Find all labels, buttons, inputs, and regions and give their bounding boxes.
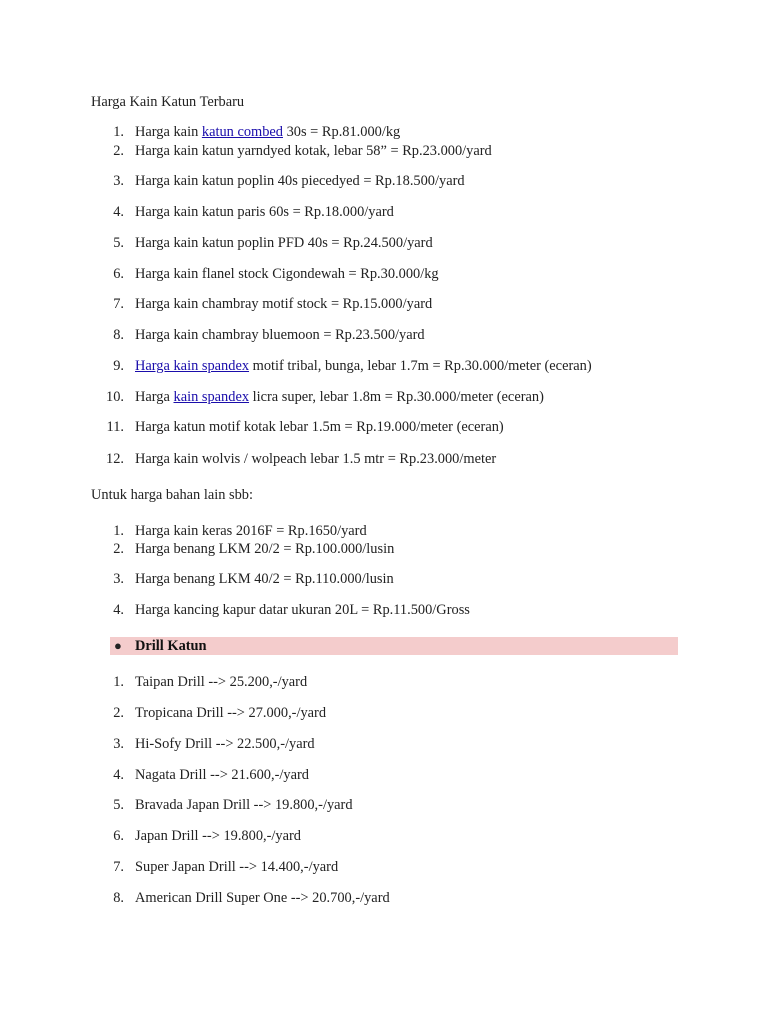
list-number: 1. bbox=[113, 674, 124, 690]
list-number: 11. bbox=[106, 419, 124, 435]
list-text: Hi-Sofy Drill --> 22.500,-/yard bbox=[135, 736, 315, 752]
list-text: Harga kain katun yarndyed kotak, lebar 58” = Rp.23.000/yard bbox=[135, 143, 492, 159]
list-text: Taipan Drill --> 25.200,-/yard bbox=[135, 674, 308, 690]
list-text: Harga kain katun paris 60s = Rp.18.000/yard bbox=[135, 204, 394, 220]
list-number: 2. bbox=[113, 143, 124, 159]
list-number: 8. bbox=[113, 327, 124, 343]
list-number: 6. bbox=[113, 266, 124, 282]
list-text: Harga kain katun poplin 40s piecedyed = Rp.18.500/yard bbox=[135, 173, 465, 189]
text-before-link: Harga bbox=[135, 389, 174, 405]
list-number: 2. bbox=[113, 705, 124, 721]
list-number: 2. bbox=[113, 541, 124, 557]
text-after-link: licra super, lebar 1.8m = Rp.30.000/meter (eceran) bbox=[249, 389, 544, 405]
list-number: 7. bbox=[113, 296, 124, 312]
kain-spandex-link[interactable]: kain spandex bbox=[173, 389, 250, 405]
list-number: 1. bbox=[113, 523, 124, 539]
list-text: Harga kain chambray motif stock = Rp.15.000/yard bbox=[135, 296, 433, 312]
drill-katun-highlight bbox=[110, 637, 678, 655]
list-number: 5. bbox=[113, 235, 124, 251]
text-after-link: motif tribal, bunga, lebar 1.7m = Rp.30.000/meter (eceran) bbox=[249, 358, 592, 374]
list-text bbox=[135, 357, 592, 375]
list-text: American Drill Super One --> 20.700,-/yard bbox=[135, 890, 390, 906]
heading-bahan-lain: Untuk harga bahan lain sbb: bbox=[91, 487, 253, 503]
list-number: 4. bbox=[113, 602, 124, 618]
text-before-link: Harga kain bbox=[135, 124, 202, 140]
list-number: 8. bbox=[113, 890, 124, 906]
list-text: Super Japan Drill --> 14.400,-/yard bbox=[135, 859, 339, 875]
list-number: 1. bbox=[113, 124, 124, 140]
list-number: 5. bbox=[113, 797, 124, 813]
list-number: 4. bbox=[113, 767, 124, 783]
list-text: Harga benang LKM 20/2 = Rp.100.000/lusin bbox=[135, 541, 395, 557]
list-number: 7. bbox=[113, 859, 124, 875]
list-text: Harga kancing kapur datar ukuran 20L = Rp.11.500/Gross bbox=[135, 602, 470, 618]
list-text bbox=[135, 123, 400, 141]
list-text: Harga kain chambray bluemoon = Rp.23.500/yard bbox=[135, 327, 425, 343]
list-text bbox=[135, 388, 544, 406]
list-text: Harga kain flanel stock Cigondewah = Rp.30.000/kg bbox=[135, 266, 439, 282]
drill-katun-label: Drill Katun bbox=[135, 638, 207, 654]
list-text: Nagata Drill --> 21.600,-/yard bbox=[135, 767, 309, 783]
list-text: Harga benang LKM 40/2 = Rp.110.000/lusin bbox=[135, 571, 394, 587]
katun-combed-link[interactable]: katun combed bbox=[201, 124, 283, 140]
harga-kain-spandex-link[interactable]: Harga kain spandex bbox=[135, 358, 250, 374]
bullet-icon: ● bbox=[114, 638, 122, 653]
list-number: 3. bbox=[113, 173, 124, 189]
list-text: Harga kain wolvis / wolpeach lebar 1.5 mtr = Rp.23.000/meter bbox=[135, 451, 497, 467]
list-text: Japan Drill --> 19.800,-/yard bbox=[135, 828, 301, 844]
list-text: Harga kain katun poplin PFD 40s = Rp.24.500/yard bbox=[135, 235, 433, 251]
list-text: Harga kain keras 2016F = Rp.1650/yard bbox=[135, 523, 367, 539]
list-text: Tropicana Drill --> 27.000,-/yard bbox=[135, 705, 327, 721]
heading-harga-kain-katun: Harga Kain Katun Terbaru bbox=[91, 94, 245, 110]
list-number: 4. bbox=[113, 204, 124, 220]
list-number: 9. bbox=[113, 358, 124, 374]
list-number: 6. bbox=[113, 828, 124, 844]
list-text: Harga katun motif kotak lebar 1.5m = Rp.19.000/meter (eceran) bbox=[135, 419, 504, 435]
list-number: 3. bbox=[113, 571, 124, 587]
list-number: 3. bbox=[113, 736, 124, 752]
list-number: 10. bbox=[106, 389, 124, 405]
text-after-link: 30s = Rp.81.000/kg bbox=[283, 124, 401, 140]
list-text: Bravada Japan Drill --> 19.800,-/yard bbox=[135, 797, 353, 813]
list-number: 12. bbox=[106, 451, 124, 467]
